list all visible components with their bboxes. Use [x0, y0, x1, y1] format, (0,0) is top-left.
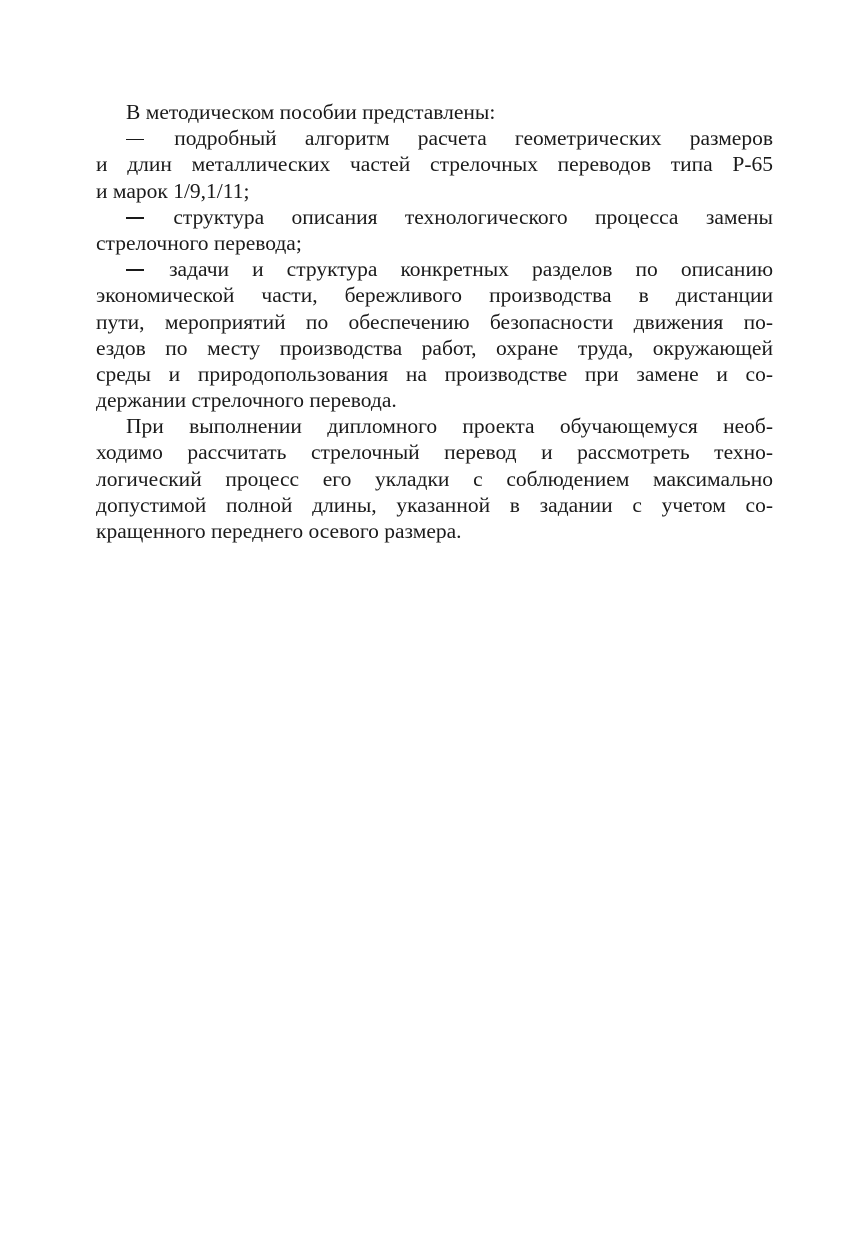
body-text: [96, 99, 773, 544]
list-dash: [126, 139, 144, 140]
text-line: [96, 256, 773, 282]
text-line: [96, 204, 773, 230]
text-line: [96, 387, 773, 413]
text-line: [96, 518, 773, 544]
line-text: пути, мероприятий по обеспечению безопасности движения по-: [96, 309, 773, 334]
line-text: стрелочного перевода;: [96, 230, 302, 255]
text-line: [96, 282, 773, 308]
text-line: [96, 361, 773, 387]
list-dash: [126, 217, 144, 218]
line-text: логический процесс его укладки с соблюдением максимально: [96, 466, 773, 491]
line-text: ходимо рассчитать стрелочный перевод и рассмотреть техно-: [96, 440, 773, 465]
text-line: [96, 125, 773, 151]
line-text: задачи и структура конкретных разделов по описанию: [169, 257, 774, 282]
line-text: и марок 1/9,1/11;: [96, 178, 250, 203]
text-line: [96, 230, 773, 256]
list-dash: [126, 269, 144, 270]
line-text: структура описания технологического процесса замены: [173, 204, 773, 229]
text-line: [96, 309, 773, 335]
line-text: кращенного переднего осевого размера.: [96, 519, 462, 543]
text-line: [96, 335, 773, 361]
line-text: экономической части, бережливого производства в дистанции: [96, 283, 773, 308]
text-line: [96, 492, 773, 518]
text-line: [96, 151, 773, 177]
line-text: среды и природопользования на производстве при замене и со-: [96, 361, 773, 386]
text-line: [96, 413, 773, 439]
line-text: В методическом пособии представлены:: [126, 100, 496, 124]
text-line: [96, 439, 773, 465]
text-line: [96, 99, 773, 125]
text-line: [96, 178, 773, 204]
text-line: [96, 466, 773, 492]
line-text: При выполнении дипломного проекта обучающемуся необ-: [126, 414, 773, 439]
line-text: допустимой полной длины, указанной в задании с учетом со-: [96, 492, 773, 517]
line-text: ездов по месту производства работ, охране труда, окружающей: [96, 335, 773, 360]
line-text: и длин металлических частей стрелочных переводов типа Р-65: [96, 152, 773, 177]
line-text: держании стрелочного перевода.: [96, 388, 397, 413]
line-text: подробный алгоритм расчета геометрических размеров: [174, 126, 773, 151]
